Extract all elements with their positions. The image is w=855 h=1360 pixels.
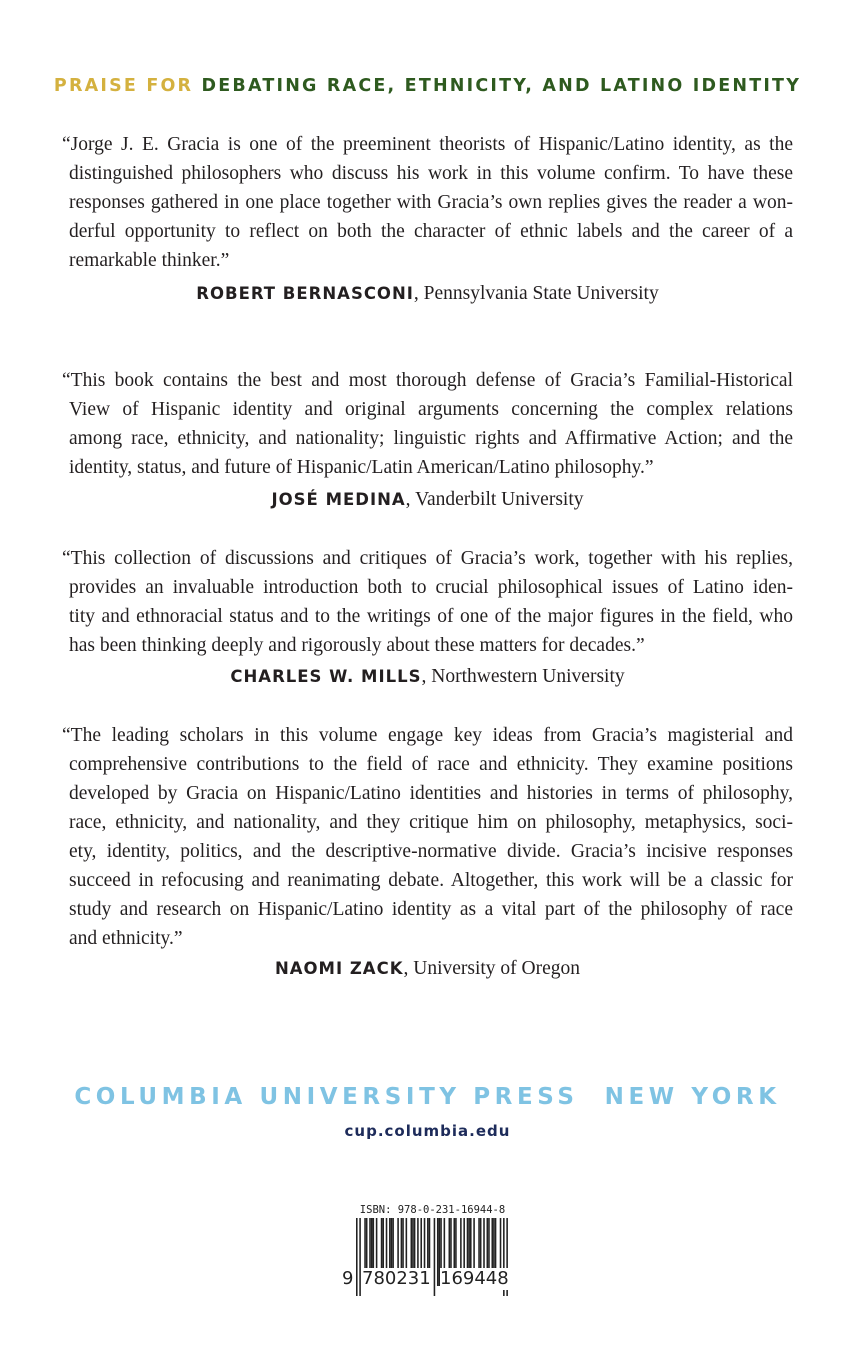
- blurb-quote: [62, 721, 793, 953]
- quote-line: ety, identity, politics, and the descriptive-normative divide. Gracia’s incisive responses: [69, 841, 793, 862]
- reviewer-affiliation: , Pennsylvania State University: [413, 283, 659, 304]
- quote-line: provides an invaluable introduction both to crucial philosophical issues of Latino iden-: [69, 577, 793, 598]
- quote-line: has been thinking deeply and rigorously about these matters for decades.”: [69, 635, 645, 656]
- barcode-group-1: 780231: [362, 1268, 431, 1289]
- quote-line: comprehensive contributions to the field of race and ethnicity. They examine positions: [69, 754, 793, 775]
- quote-line: distinguished philosophers who discuss his work in this volume confirm. To have these: [69, 163, 793, 184]
- quote-line: race, ethnicity, and nationality, and they critique him on philosophy, metaphysics, soci-: [69, 812, 793, 833]
- quote-line: developed by Gracia on Hispanic/Latino identities and histories in terms of philosophy,: [69, 783, 793, 804]
- barcode-bar: [356, 1218, 358, 1296]
- quote-line: tity and ethnoracial status and to the writings of one of the major figures in the field, who: [69, 606, 793, 627]
- blurb-quote: [62, 544, 793, 660]
- quote-line: study and research on Hispanic/Latino identity as a vital part of the philosophy of race: [69, 899, 793, 920]
- reviewer-affiliation: , Northwestern University: [421, 666, 625, 687]
- blurb-attribution: [0, 958, 855, 980]
- quote-line: responses gathered in one place together with Gracia’s own replies gives the reader a won-: [69, 192, 793, 213]
- book-title: DEBATING RACE, ETHNICITY, AND LATINO IDENTITY: [201, 76, 802, 96]
- praise-prefix: PRAISE FOR: [53, 76, 194, 96]
- barcode-bar: [437, 1218, 439, 1286]
- reviewer-affiliation: , University of Oregon: [403, 958, 581, 979]
- reviewer-affiliation: , Vanderbilt University: [405, 489, 584, 510]
- quote-line: identity, status, and future of Hispanic/Latin American/Latino philosophy.”: [69, 457, 654, 478]
- barcode-group-2: 169448: [440, 1268, 509, 1289]
- reviewer-name: NAOMI ZACK: [274, 959, 404, 978]
- isbn-label: ISBN: 978-0-231-16944-8: [359, 1204, 506, 1216]
- publisher-name: COLUMBIA UNIVERSITY PRESS: [74, 1084, 579, 1110]
- publisher-line: [0, 1084, 855, 1110]
- blurb-attribution: [0, 283, 855, 305]
- quote-line: “The leading scholars in this volume engage key ideas from Gracia’s magisterial and: [62, 725, 793, 746]
- praise-header: [0, 76, 855, 96]
- reviewer-name: CHARLES W. MILLS: [230, 667, 422, 686]
- publisher-city: NEW YORK: [604, 1084, 781, 1110]
- barcode-bar: [359, 1218, 361, 1296]
- blurb-quote: [62, 366, 793, 482]
- barcode-bar: [434, 1218, 436, 1296]
- blurb-attribution: [0, 489, 855, 511]
- blurb-attribution: [0, 666, 855, 688]
- quote-line: “This book contains the best and most thorough defense of Gracia’s Familial-Historical: [62, 370, 793, 391]
- quote-line: succeed in refocusing and reanimating debate. Altogether, this work will be a classic for: [69, 870, 793, 891]
- barcode-lead-digit: 9: [342, 1268, 354, 1289]
- quote-line: “Jorge J. E. Gracia is one of the preeminent theorists of Hispanic/Latino identity, as the: [62, 134, 793, 155]
- quote-line: remarkable thinker.”: [69, 250, 230, 271]
- quote-line: View of Hispanic identity and original arguments concerning the complex relations: [69, 399, 793, 420]
- reviewer-name: ROBERT BERNASCONI: [196, 284, 414, 303]
- quote-line: among race, ethnicity, and nationality; linguistic rights and Affirmative Action; and the: [69, 428, 793, 449]
- blurb-quote: [62, 130, 793, 275]
- reviewer-name: JOSÉ MEDINA: [271, 490, 406, 509]
- publisher-url: cup.columbia.edu: [344, 1122, 511, 1140]
- quote-line: “This collection of discussions and critiques of Gracia’s work, together with his replies,: [62, 548, 793, 569]
- quote-line: and ethnicity.”: [69, 928, 183, 949]
- quote-line: derful opportunity to reflect on both the character of ethnic labels and the career of a: [69, 221, 793, 242]
